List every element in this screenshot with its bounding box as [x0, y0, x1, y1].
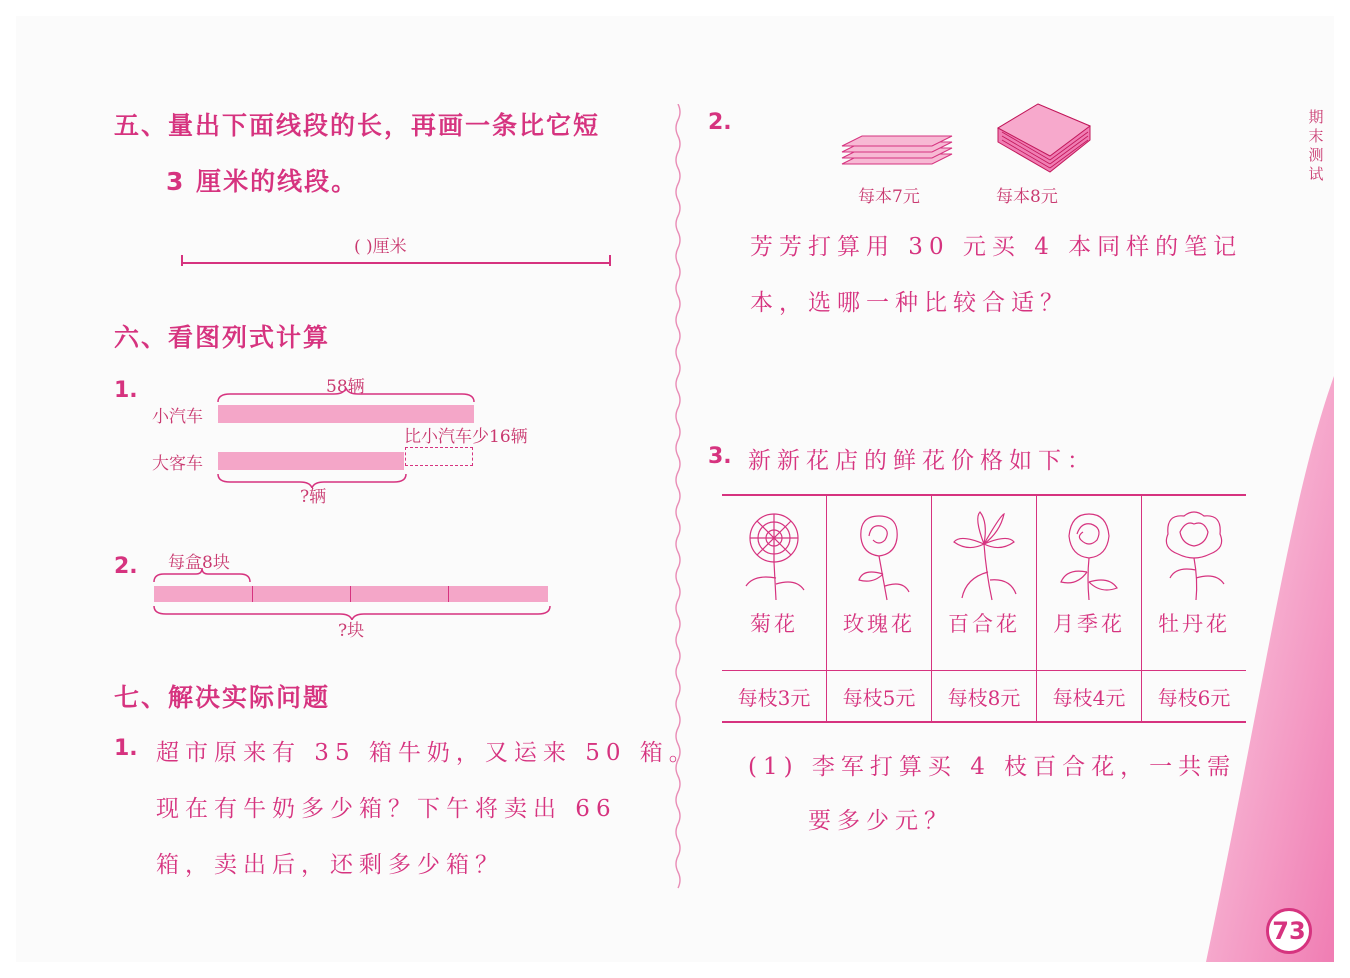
- r-q3-sub1-line2: 要多少元？: [808, 808, 953, 834]
- lily-icon: [944, 508, 1024, 604]
- buses-bar: [218, 452, 404, 470]
- section5-heading: 五、量出下面线段的长，再画一条比它短: [114, 111, 601, 140]
- section7-heading: 七、解决实际问题: [114, 683, 331, 712]
- flower-price: 每枝4元: [1037, 671, 1142, 723]
- flower-cell: [722, 495, 827, 608]
- page-number-badge: [1266, 908, 1312, 954]
- rose-icon: [839, 508, 919, 604]
- flower-price: 每枝8元: [932, 671, 1037, 723]
- unknown-buses-label: ?辆: [300, 487, 327, 507]
- section6-heading: 六、看图列式计算: [114, 323, 331, 352]
- cars-bar: [218, 405, 474, 423]
- bar-tick: [350, 586, 351, 602]
- side-tab-label: 期末测试: [1308, 108, 1324, 183]
- bar-tick: [252, 586, 253, 602]
- flower-name: 菊花: [722, 608, 827, 671]
- flower-price: 每枝5元: [827, 671, 932, 723]
- row-cars-label: 小汽车: [152, 407, 203, 427]
- top-brace: [216, 388, 476, 404]
- page-number: 73: [1272, 917, 1306, 945]
- flower-name: 玫瑰花: [827, 608, 932, 671]
- flower-cell: [827, 495, 932, 608]
- per-box-label: 每盒8块: [168, 553, 230, 573]
- r-q3-intro: 新新花店的鲜花价格如下：: [748, 448, 1096, 474]
- s6-q2-number: 2.: [114, 554, 138, 579]
- row-buses-label: 大客车: [152, 454, 203, 474]
- boxes-bar: [154, 586, 548, 602]
- per-box-brace: [152, 568, 252, 582]
- price-notebook-b: 每本8元: [996, 187, 1058, 207]
- flower-price-table: [722, 494, 1246, 723]
- flower-name: 百合花: [932, 608, 1037, 671]
- line-segment: [180, 254, 612, 268]
- peony-icon: [1154, 508, 1234, 604]
- center-divider: [673, 104, 683, 894]
- r-q2-line: 本，选哪一种比较合适？: [750, 290, 1069, 316]
- china-rose-icon: [1049, 508, 1129, 604]
- thick-notebook-icon: [994, 102, 1094, 178]
- r-q3-number: 3.: [708, 444, 732, 469]
- flower-price: 每枝3元: [722, 671, 827, 723]
- workbook-page: [16, 16, 1334, 962]
- segment-measure-label: ( )厘米: [354, 237, 407, 257]
- unknown-pieces-label: ?块: [338, 621, 365, 641]
- section5-heading-line2: 3 厘米的线段。: [166, 167, 359, 196]
- r-q2-line: 芳芳打算用 30 元买 4 本同样的笔记: [750, 234, 1243, 260]
- s7-q1-line: 箱，卖出后，还剩多少箱？: [156, 852, 504, 878]
- difference-label: 比小汽车少16辆: [404, 427, 528, 447]
- difference-box: [405, 447, 473, 466]
- flower-price: 每枝6元: [1142, 671, 1247, 723]
- thin-notebook-icon: [836, 126, 956, 176]
- s7-q1-number: 1.: [114, 736, 138, 761]
- flower-cell: [932, 495, 1037, 608]
- r-q2-number: 2.: [708, 110, 732, 135]
- flower-name: 牡丹花: [1142, 608, 1247, 671]
- bar-tick: [448, 586, 449, 602]
- s7-q1-line: 现在有牛奶多少箱？下午将卖出 66: [156, 796, 617, 822]
- total-cars-label: 58辆: [326, 377, 365, 397]
- flower-name: 月季花: [1037, 608, 1142, 671]
- s7-q1-line: 超市原来有 35 箱牛奶，又运来 50 箱。: [156, 740, 698, 766]
- flower-cell: [1142, 495, 1247, 608]
- flower-cell: [1037, 495, 1142, 608]
- chrysanthemum-icon: [734, 508, 814, 604]
- r-q3-sub1-line1: (1) 李军打算买 4 枝百合花，一共需: [748, 754, 1237, 780]
- price-notebook-a: 每本7元: [858, 187, 920, 207]
- s6-q1-number: 1.: [114, 378, 138, 403]
